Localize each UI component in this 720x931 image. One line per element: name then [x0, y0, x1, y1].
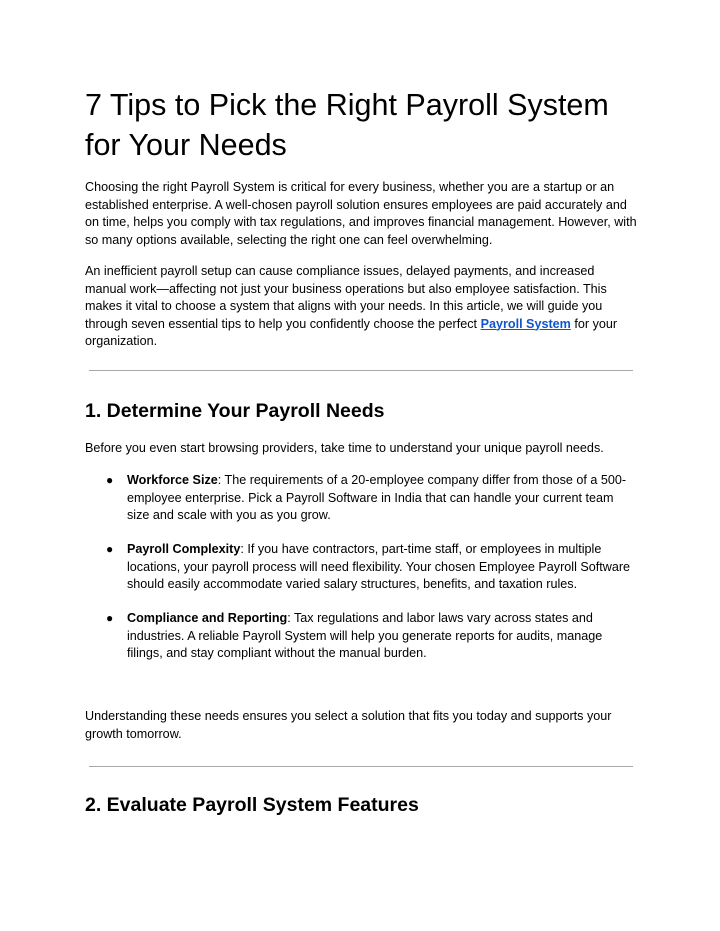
bullet-dot-icon: ●	[106, 542, 114, 556]
section-1-closing: Understanding these needs ensures you select a solution that fits you today and supports your growth tomorrow.	[85, 709, 612, 741]
section-heading-2: 2. Evaluate Payroll System Features	[85, 794, 419, 816]
page-title: 7 Tips to Pick the Right Payroll System for Your Needs	[85, 88, 609, 162]
bullet-text: : Tax regulations and labor laws vary across states and industries. A reliable Payroll System will help you generate reports for audits, manage filings, and stay compliant without the manual burden.	[127, 611, 603, 660]
section-1-lead: Before you even start browsing providers, take time to understand your unique payroll needs.	[85, 441, 604, 455]
bullet-text: : The requirements of a 20-employee company differ from those of a 500-employee enterprise. Pick a Payroll Software in India that can handle your current team size and scale with you as you grow.	[127, 473, 627, 522]
intro-paragraph-1: Choosing the right Payroll System is critical for every business, whether you are a startup or an established enterprise. A well-chosen payroll solution ensures employees are paid accurately and on time, helps you comply with tax regulations, and improves financial management. However, with so many options available, selecting the right one can feel overwhelming.	[85, 180, 637, 247]
bullet-text: : If you have contractors, part-time staff, or employees in multiple locations, your payroll process will need flexibility. Your chosen Employee Payroll Software should easily accommodate varied salary structures, benefits, and taxation rules.	[127, 542, 631, 591]
bullet-payroll-complexity	[85, 541, 637, 594]
intro-paragraph-2	[85, 263, 637, 351]
bullet-compliance-reporting	[85, 610, 637, 663]
bullet-term: Compliance and Reporting	[127, 611, 288, 625]
needs-bullet-list	[85, 472, 637, 663]
bullet-workforce-size	[85, 472, 637, 525]
intro-paragraph-2-text-start: An inefficient payroll setup can cause compliance issues, delayed payments, and increased manual work—affecting not just your business operations but also employee satisfaction. This makes it vital to choose a system that aligns with your needs. In this article, we will guide you through seven essential tips to help you confidently choose the perfect	[85, 264, 607, 331]
section-divider	[89, 766, 633, 767]
bullet-dot-icon: ●	[106, 473, 114, 487]
bullet-dot-icon: ●	[106, 611, 114, 625]
bullet-term: Payroll Complexity	[127, 542, 241, 556]
section-heading-1: 1. Determine Your Payroll Needs	[85, 400, 385, 422]
payroll-system-link[interactable]: Payroll System	[480, 316, 571, 331]
section-divider	[89, 370, 633, 371]
intro-paragraph-2-text-end: for your organization.	[85, 316, 618, 348]
bullet-term: Workforce Size	[127, 473, 218, 487]
